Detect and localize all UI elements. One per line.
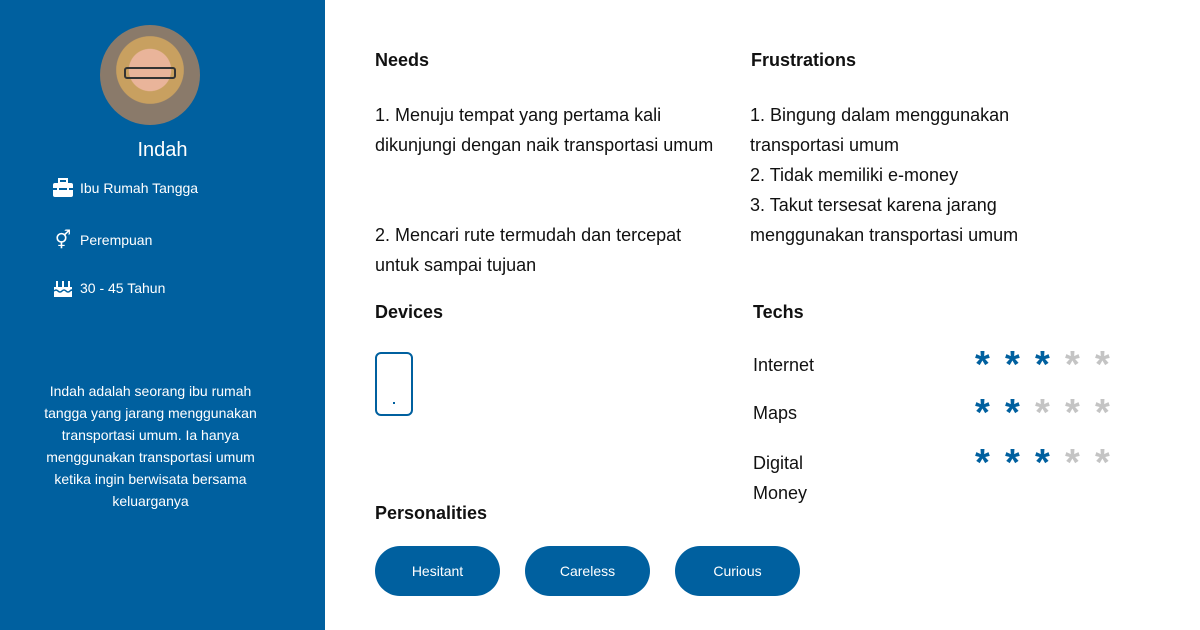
gender-icon: ⚥ — [54, 229, 72, 250]
occupation-label: Ibu Rumah Tangga — [80, 180, 199, 196]
age — [52, 278, 165, 298]
needs-title: Needs — [375, 50, 430, 70]
persona-description: Indah adalah seorang ibu rumah tangga yang jarang menggunakan transportasi umum. Ia hanya menggunakan transportasi umum ketika ingin berwisata bersama keluarganya — [44, 383, 257, 509]
gender — [52, 230, 152, 250]
star-empty-icon: * — [1095, 448, 1110, 478]
star-empty-icon: * — [1095, 398, 1110, 428]
star-empty-icon: * — [1065, 350, 1080, 380]
frustrations-title: Frustrations — [751, 50, 857, 70]
smartphone-icon — [375, 352, 413, 416]
occupation — [52, 178, 198, 198]
techs-title: Techs — [753, 302, 804, 322]
star-empty-icon: * — [1095, 350, 1110, 380]
devices-title: Devices — [375, 302, 444, 322]
tech-rating — [975, 448, 1125, 478]
star-filled-icon: * — [1035, 448, 1050, 478]
star-empty-icon: * — [1065, 448, 1080, 478]
gender-label: Perempuan — [80, 232, 153, 248]
personalities-title: Personalities — [375, 503, 488, 523]
star-filled-icon: * — [975, 350, 990, 380]
age-label: 30 - 45 Tahun — [80, 280, 166, 296]
tech-label: Internet — [753, 355, 815, 375]
profile-sidebar — [0, 0, 325, 630]
tech-label: Digital Money — [753, 453, 808, 503]
need-item: 1. Menuju tempat yang pertama kali dikunjungi dengan naik transportasi umum — [375, 105, 714, 155]
frustration-item: 1. Bingung dalam menggunakan transportasi umum — [750, 105, 1010, 155]
persona-name: Indah — [137, 139, 188, 161]
tech-rating — [975, 398, 1125, 428]
star-filled-icon: * — [975, 398, 990, 428]
star-empty-icon: * — [1035, 398, 1050, 428]
personality-tag: Curious — [675, 546, 800, 596]
need-item: 2. Mencari rute termudah dan tercepat untuk sampai tujuan — [375, 225, 682, 275]
star-filled-icon: * — [1005, 350, 1020, 380]
personality-tag: Hesitant — [375, 546, 500, 596]
frustration-item: 2. Tidak memiliki e-money — [750, 165, 959, 185]
personality-tag: Careless — [525, 546, 650, 596]
birthday-cake-icon — [52, 278, 74, 298]
briefcase-icon — [52, 178, 74, 198]
star-filled-icon: * — [975, 448, 990, 478]
star-empty-icon: * — [1065, 398, 1080, 428]
star-filled-icon: * — [1035, 350, 1050, 380]
star-filled-icon: * — [1005, 398, 1020, 428]
frustrations-list — [750, 100, 1060, 250]
tech-label: Maps — [753, 403, 798, 423]
avatar — [100, 25, 200, 125]
tech-rating — [975, 350, 1125, 380]
star-filled-icon: * — [1005, 448, 1020, 478]
frustration-item: 3. Takut tersesat karena jarang menggunakan transportasi umum — [750, 195, 1019, 245]
